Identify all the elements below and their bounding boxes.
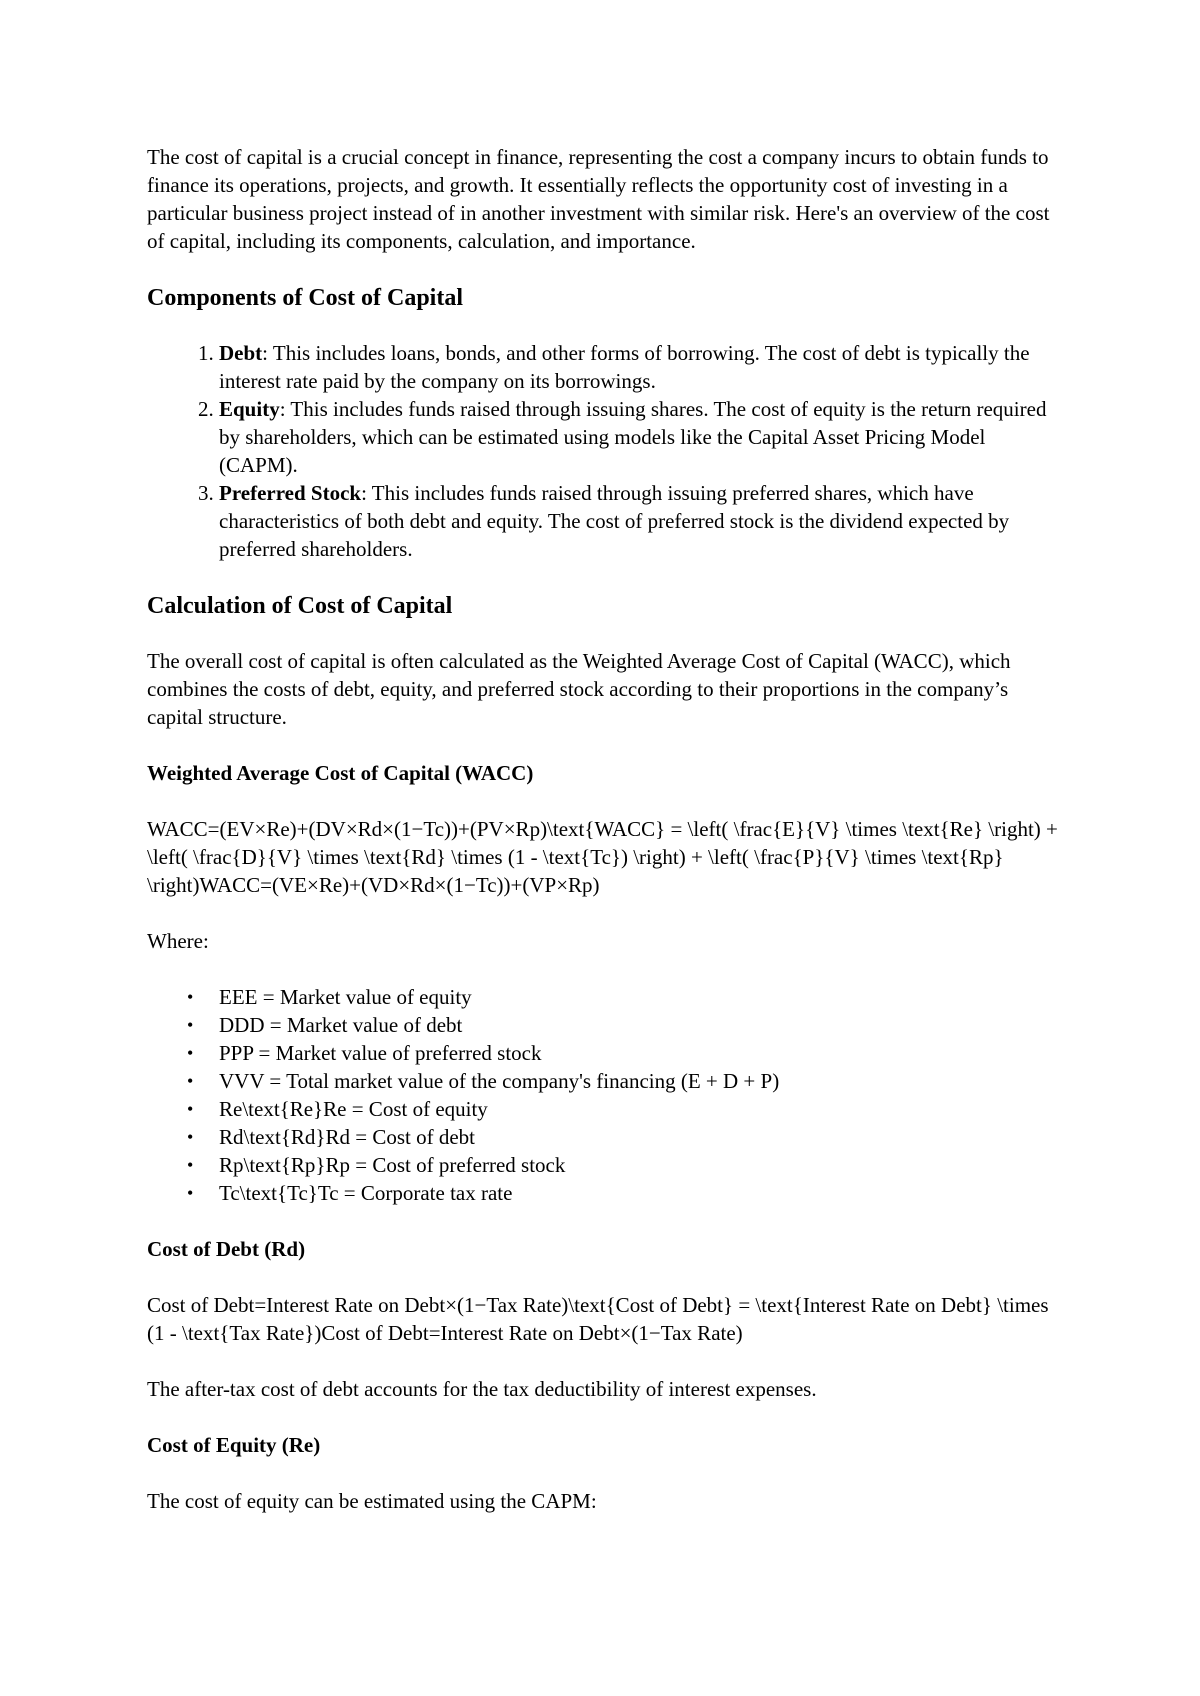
cost-of-debt-note: The after-tax cost of debt accounts for the tax deductibility of interest expenses. (147, 1377, 817, 1401)
wacc-formula: WACC=(EV×Re)+(DV×Rd×(1−Tc))+(PV×Rp)\text{WACC} = \left( \frac{E}{V} \times \text{Re} \right) + \left( \frac{D}{V} \times \text{Rd} \times (1 - \text{Tc}) \right) + \left( \frac{P}{V} \times \text{Rp} \right)WACC=(VE×Re)+(VD×Rd×(1−Tc))+(VP×Rp) (147, 817, 1058, 897)
cost-of-equity-heading: Cost of Equity (Re) (147, 1433, 321, 1457)
list-item (187, 1095, 1067, 1123)
bullet-icon: • (187, 1015, 194, 1035)
definition-text: Rp\text{Rp}Rp = Cost of preferred stock (219, 1153, 566, 1177)
list-item (187, 1067, 1067, 1095)
definition-text: Rd\text{Rd}Rd = Cost of debt (219, 1125, 476, 1149)
list-item (187, 1039, 1067, 1067)
component-description: : This includes loans, bonds, and other forms of borrowing. The cost of debt is typically the interest rate paid by the company on its borrowings. (219, 341, 1030, 393)
list-item (187, 983, 1067, 1011)
calculation-paragraph: The overall cost of capital is often calculated as the Weighted Average Cost of Capital (WACC), which combines the costs of debt, equity, and preferred stock according to their proportions in the company’s capital structure. (147, 649, 1011, 729)
cost-of-equity-paragraph: The cost of equity can be estimated using the CAPM: (147, 1489, 597, 1513)
components-list (147, 339, 1067, 563)
cost-of-debt-formula: Cost of Debt=Interest Rate on Debt×(1−Tax Rate)\text{Cost of Debt} = \text{Interest Rate on Debt} \times (1 - \text{Tax Rate})Cost of Debt=Interest Rate on Debt×(1−Tax Rate) (147, 1293, 1049, 1345)
definition-text: PPP = Market value of preferred stock (219, 1041, 542, 1065)
definition-text: VVV = Total market value of the company's financing (E + D + P) (219, 1069, 780, 1093)
where-label: Where: (147, 929, 209, 953)
bullet-icon: • (187, 1099, 194, 1119)
definition-text: Re\text{Re}Re = Cost of equity (219, 1097, 488, 1121)
bullet-icon: • (187, 987, 194, 1007)
list-item (187, 1123, 1067, 1151)
list-item (187, 1011, 1067, 1039)
component-term: Preferred Stock (219, 481, 362, 505)
wacc-heading: Weighted Average Cost of Capital (WACC) (147, 761, 534, 785)
component-term: Debt (219, 341, 263, 365)
definition-text: EEE = Market value of equity (219, 985, 472, 1009)
component-term: Equity (219, 397, 280, 421)
list-item (219, 339, 1067, 395)
components-heading: Components of Cost of Capital (147, 285, 464, 311)
definition-text: DDD = Market value of debt (219, 1013, 463, 1037)
list-item (187, 1151, 1067, 1179)
bullet-icon: • (187, 1127, 194, 1147)
list-item (219, 395, 1067, 479)
definition-text: Tc\text{Tc}Tc = Corporate tax rate (219, 1181, 513, 1205)
bullet-icon: • (187, 1155, 194, 1175)
component-description: : This includes funds raised through issuing preferred shares, which have characteristics of both debt and equity. The cost of preferred stock is the dividend expected by preferred shareholders. (219, 481, 1010, 561)
document-body (147, 143, 1067, 1543)
definitions-list (147, 983, 1067, 1207)
list-item (219, 479, 1067, 563)
cost-of-debt-heading: Cost of Debt (Rd) (147, 1237, 306, 1261)
component-description: : This includes funds raised through issuing shares. The cost of equity is the return required by shareholders, which can be estimated using models like the Capital Asset Pricing Model (CAPM). (219, 397, 1047, 477)
calculation-heading: Calculation of Cost of Capital (147, 593, 453, 619)
intro-paragraph: The cost of capital is a crucial concept in finance, representing the cost a company incurs to obtain funds to finance its operations, projects, and growth. It essentially reflects the opportunity cost of investing in a particular business project instead of in another investment with similar risk. Here's an overview of the cost of capital, including its components, calculation, and importance. (147, 145, 1050, 253)
bullet-icon: • (187, 1043, 194, 1063)
bullet-icon: • (187, 1071, 194, 1091)
bullet-icon: • (187, 1183, 194, 1203)
list-item (187, 1179, 1067, 1207)
